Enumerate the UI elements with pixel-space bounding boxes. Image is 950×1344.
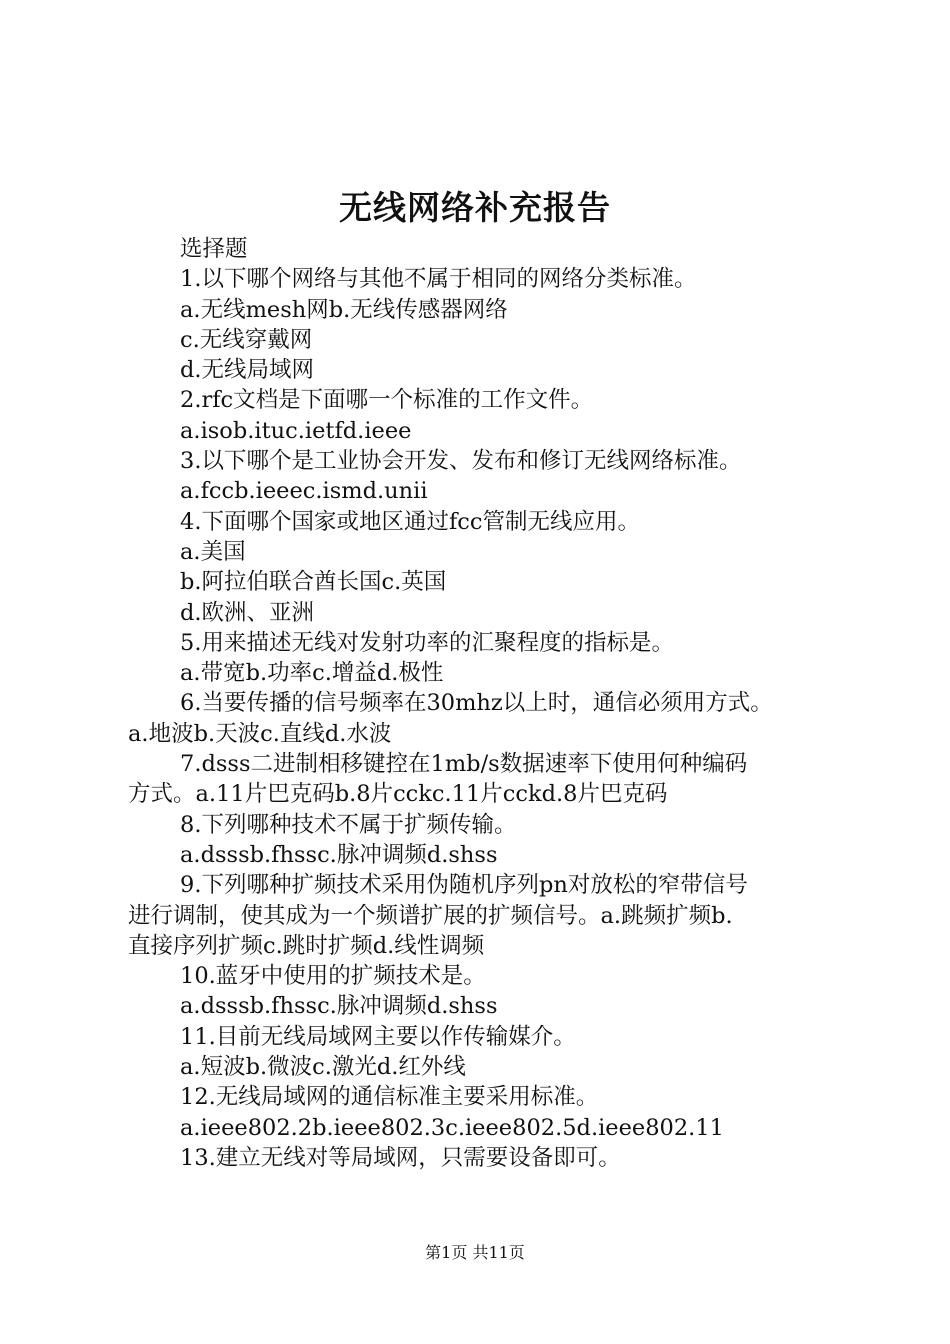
text-line: a.dsssb.fhssc.脉冲调频d.shss — [180, 993, 498, 1020]
text-line: b.阿拉伯联合酋长国c.英国 — [180, 569, 447, 596]
text-line: 进行调制，使其成为一个频谱扩展的扩频信号。a.跳频扩频b. — [128, 902, 733, 929]
text-line: 10.蓝牙中使用的扩频技术是。 — [180, 963, 486, 990]
text-line: 9.下列哪种扩频技术采用伪随机序列pn对放松的窄带信号 — [180, 872, 748, 899]
text-line: a.美国 — [180, 538, 246, 565]
text-line: c.无线穿戴网 — [180, 326, 313, 353]
text-line: d.欧洲、亚洲 — [180, 599, 315, 626]
text-line: a.fccb.ieeec.ismd.unii — [180, 478, 428, 505]
text-line: a.ieee802.2b.ieee802.3c.ieee802.5d.ieee802.11 — [180, 1114, 724, 1141]
page-footer: 第1页 共11页 — [425, 1243, 525, 1262]
text-line: a.无线mesh网b.无线传感器网络 — [180, 296, 508, 323]
text-line: 11.目前无线局域网主要以作传输媒介。 — [180, 1023, 576, 1050]
text-line: 3.以下哪个是工业协会开发、发布和修订无线网络标准。 — [180, 448, 742, 475]
text-line: 7.dsss二进制相移键控在1mb/s数据速率下使用何种编码 — [180, 751, 748, 778]
text-line: a.地波b.天波c.直线d.水波 — [128, 720, 392, 747]
text-line: 13.建立无线对等局域网，只需要设备即可。 — [180, 1144, 621, 1171]
text-line: 8.下列哪种技术不属于扩频传输。 — [180, 811, 517, 838]
text-line: a.isob.ituc.ietfd.ieee — [180, 417, 412, 444]
text-line: a.带宽b.功率c.增益d.极性 — [180, 660, 444, 687]
text-line: 直接序列扩频c.跳时扩频d.线性调频 — [128, 932, 485, 959]
text-line: 12.无线局域网的通信标准主要采用标准。 — [180, 1084, 599, 1111]
text-line: 5.用来描述无线对发射功率的汇聚程度的指标是。 — [180, 629, 674, 656]
text-line: 方式。a.11片巴克码b.8片cckc.11片cckd.8片巴克码 — [128, 781, 668, 808]
text-line: 6.当要传播的信号频率在30mhz以上时，通信必须用方式。 — [180, 690, 773, 717]
text-line: 4.下面哪个国家或地区通过fcc管制无线应用。 — [180, 508, 640, 535]
text-line: d.无线局域网 — [180, 357, 315, 384]
text-line: a.dsssb.fhssc.脉冲调频d.shss — [180, 841, 498, 868]
text-line: 1.以下哪个网络与其他不属于相同的网络分类标准。 — [180, 266, 697, 293]
document-body — [128, 234, 848, 1173]
document-title: 无线网络补充报告 — [339, 188, 611, 227]
text-line: 选择题 — [180, 236, 248, 262]
text-line: a.短波b.微波c.激光d.红外线 — [180, 1054, 466, 1081]
text-line: 2.rfc文档是下面哪一个标准的工作文件。 — [180, 387, 594, 414]
